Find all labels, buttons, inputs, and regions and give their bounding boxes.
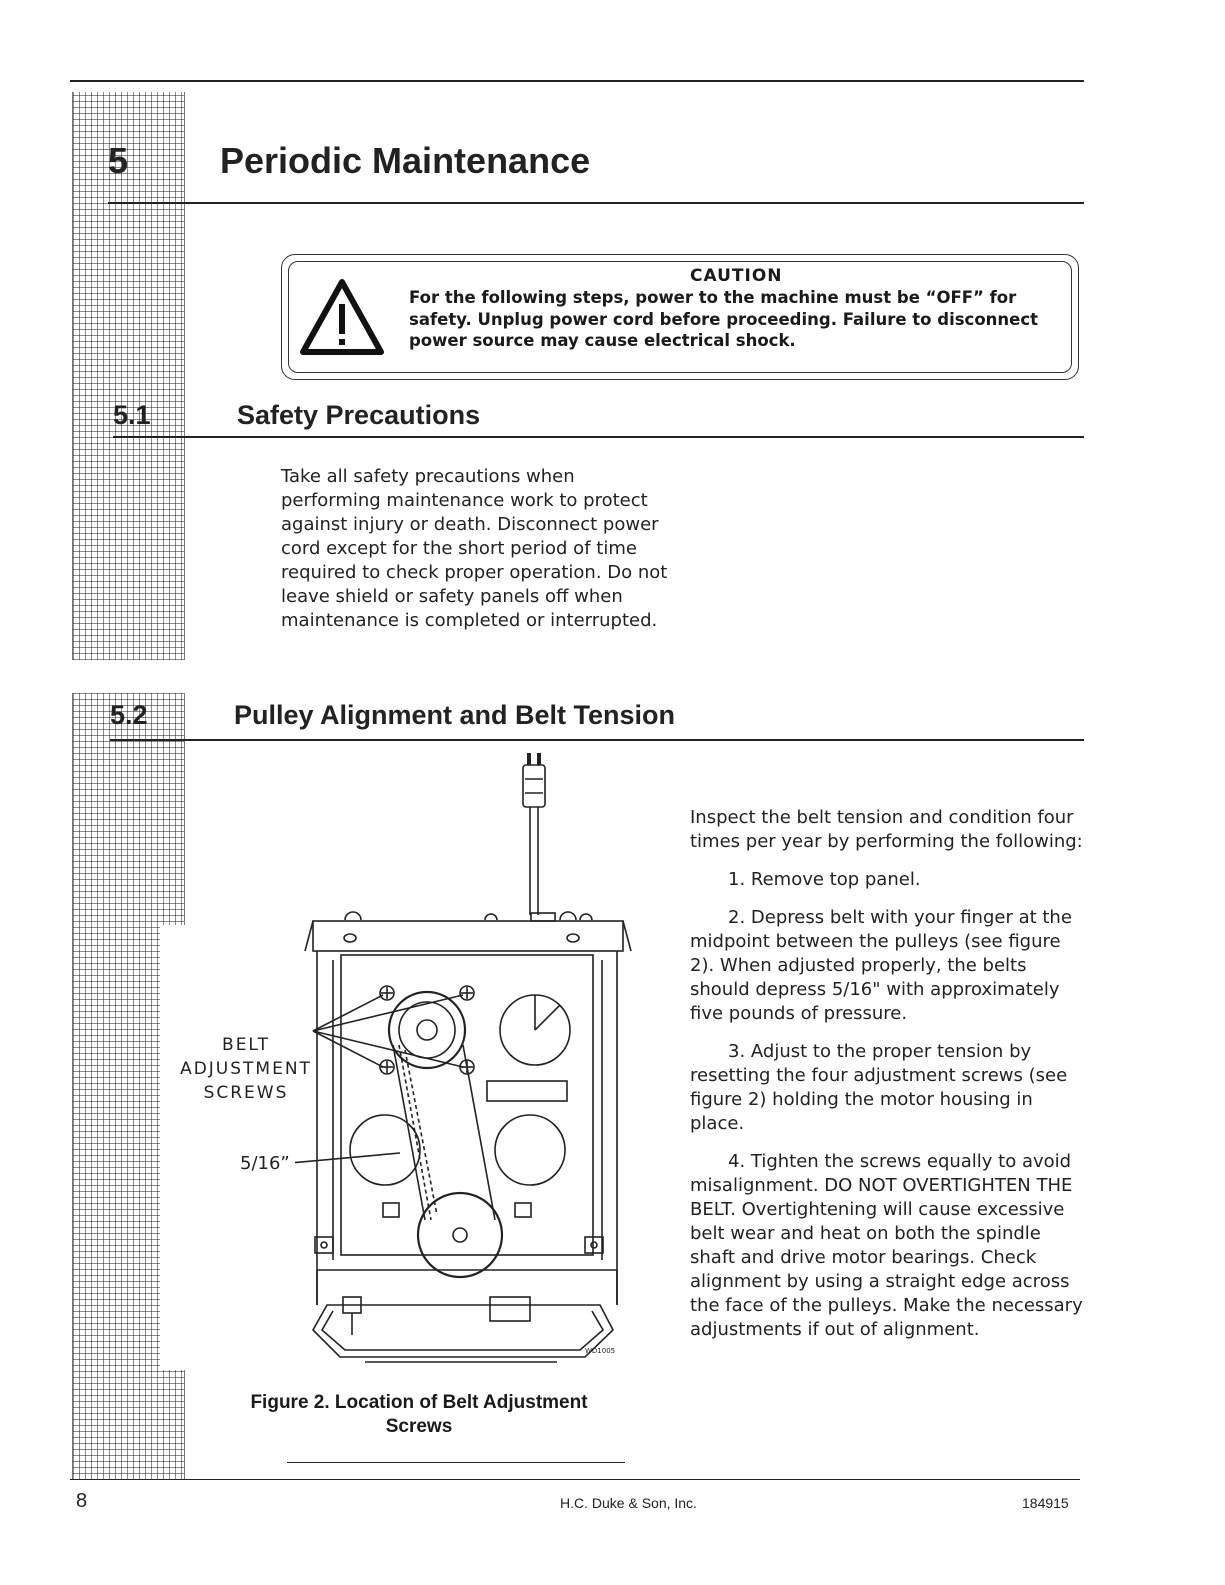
maintenance-instructions (690, 806, 1086, 1342)
figure-caption: Figure 2. Location of Belt Adjustment Screws (250, 1392, 588, 1437)
caption-rule (287, 1462, 625, 1463)
subsection-rule (113, 436, 1084, 438)
caution-title: CAUTION (690, 266, 783, 286)
instructions-intro: Inspect the belt tension and condition four times per year by performing the following: (690, 807, 1083, 852)
section-rule (108, 202, 1084, 204)
subsection-number: 5.1 (113, 400, 151, 430)
company-name: H.C. Duke & Son, Inc. (560, 1495, 697, 1511)
section-number: 5 (108, 140, 129, 181)
subsection-title: Pulley Alignment and Belt Tension (234, 700, 676, 730)
pulley-diagram (295, 745, 640, 1370)
section-grid-strip (72, 92, 185, 660)
instruction-step: 2. Depress belt with your finger at the midpoint between the pulleys (see figure 2). When adjusted properly, the belts should depress 5/16" with approximately five pounds of pressure. (690, 907, 1072, 1024)
belt-adjustment-callout: BELT ADJUSTMENT SCREWS (180, 1035, 312, 1103)
subsection-number: 5.2 (110, 700, 148, 730)
instruction-step: 3. Adjust to the proper tension by resetting the four adjustment screws (see figure 2) holding the motor housing in place. (690, 1041, 1068, 1134)
caution-text: For the following steps, power to the machine must be “OFF” for safety. Unplug power cord before proceeding. Failure to disconnect power source may cause electrical shock. (409, 288, 1039, 350)
safety-paragraph: Take all safety precautions when performing maintenance work to protect against injury or death. Disconnect power cord except for the short period of time required to check proper operation. Do not leave shield or safety panels off when maintenance is completed or interrupted. (281, 466, 668, 631)
warning-triangle-icon (299, 278, 385, 356)
page-number: 8 (76, 1490, 88, 1512)
depth-callout: 5/16” (240, 1153, 290, 1174)
instruction-step: 4. Tighten the screws equally to avoid misalignment. DO NOT OVERTIGHTEN THE BELT. Overtightening will cause excessive belt wear and heat on both the spindle shaft and drive motor bearings. Check alignment by using a straight edge across the face of the pulleys. Make the necessary adjustments if out of alignment. (690, 1151, 1083, 1340)
drawing-code: WD1005 (585, 1347, 616, 1355)
subsection-rule (110, 739, 1084, 741)
top-rule (70, 80, 1084, 82)
footer-rule (70, 1479, 1080, 1480)
page-title: Periodic Maintenance (220, 140, 591, 181)
document-number: 184915 (1022, 1495, 1069, 1511)
instruction-step: 1. Remove top panel. (728, 869, 921, 890)
subsection-title: Safety Precautions (237, 400, 481, 430)
